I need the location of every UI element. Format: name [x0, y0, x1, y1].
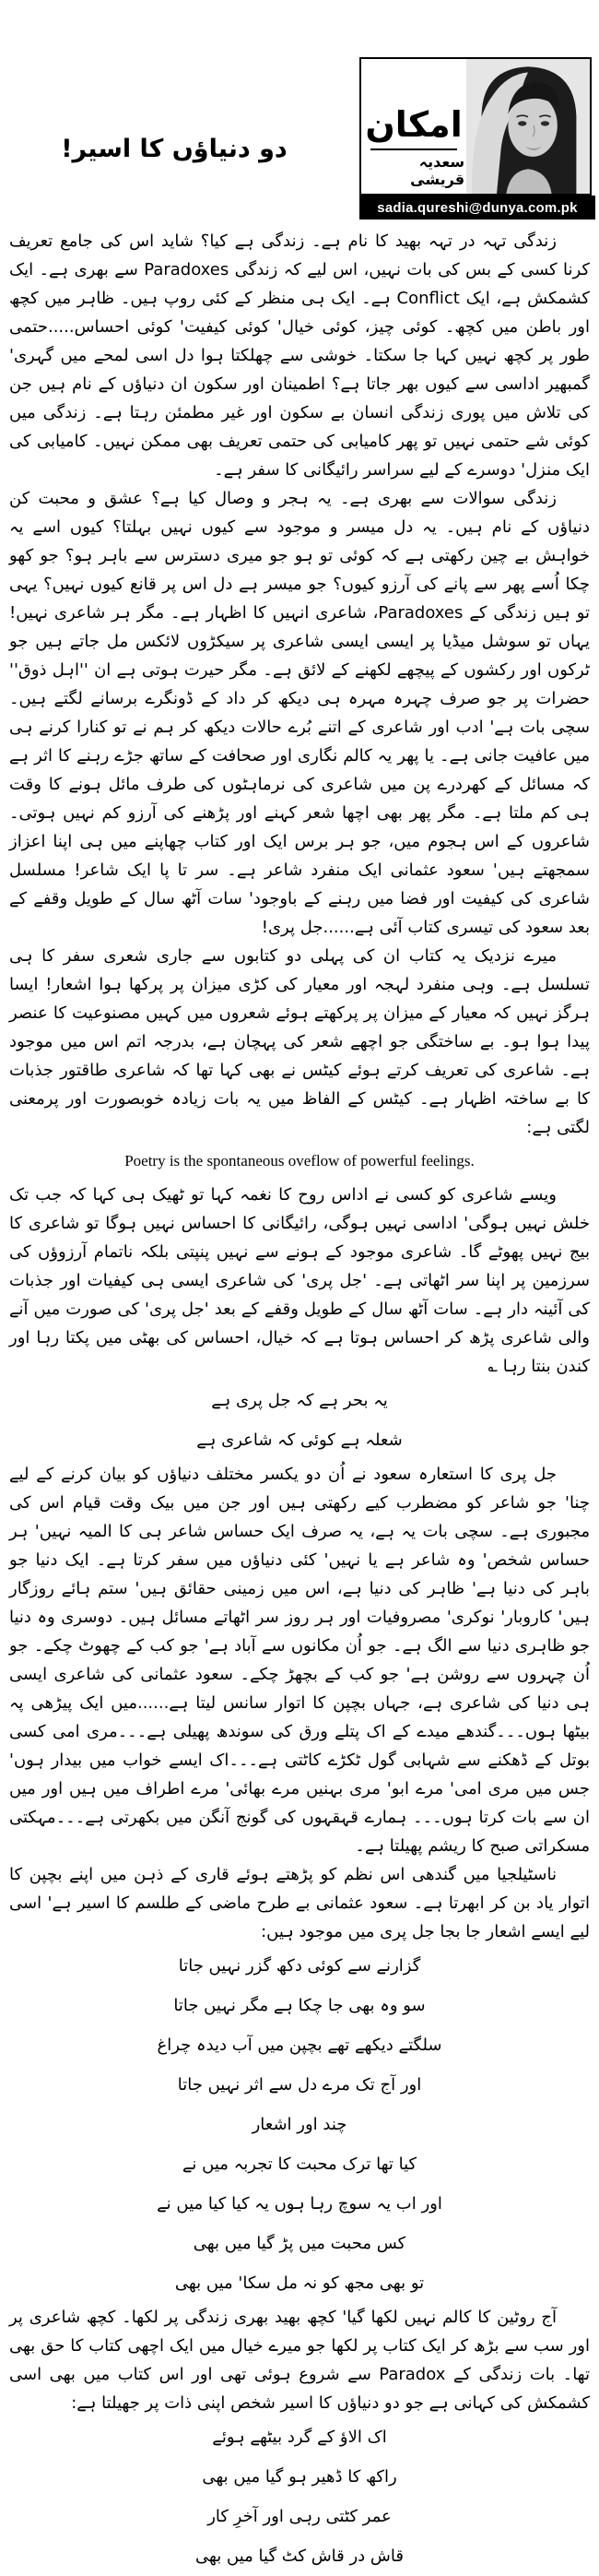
paragraph-4: ویسے شاعری کو کسی نے اداس روح کا نغمہ کہا تو ٹھیک ہی کہا کہ جب تک خلش نہیں ہوگی' اداسی نہیں ہوگی، رائیگانی کا احساس نہیں ہوگا تو شاعری کا بیج نہیں پھوٹے گا۔ شاعری موجود کے ہونے سے نہیں پنپتی بلکہ ناتمام آرزوؤں کی سرزمین پر اپنا سر اٹھاتی ہے۔ 'جل پری' کی شاعری ایسی ہی کیفیات اور جذبات کی آئینہ دار ہے۔ سات آٹھ سال کے طویل وقفے کے بعد 'جل پری' کی صورت میں آنے والی شاعری پڑھ کر احساس ہوتا ہے کہ خیال، احساس کی بھٹی میں پکتا رہا اور کندن بنتا رہا ؎	[9, 1185, 590, 1376]
verse-line: سلگتے دیکھے تھے بچپن میں آب دیدہ چراغ	[157, 2036, 442, 2055]
paragraph-1: زندگی تہہ در تہہ بھید کا نام ہے۔ زندگی ہے کیا؟ شاید اس کی جامع تعریف کرنا کسی کے بس کی بات نہیں، اس لیے کہ زندگی Paradoxes سے بھری ہے۔ ایک کشمکش ہے، ایک Conflict ہے۔ ایک ہی منظر کے کئی روپ ہیں۔ ظاہر میں کچھ اور باطن میں کچھ۔ کوئی چیز، کوئی خیال' کوئی کیفیت' کوئی احساس.....حتمی طور پر کچھ نہیں کہا جا سکتا۔ خوشی سے چھلکتا ہوا دل اسی لمحے میں گہری' گمبھیر اداسی سے کیوں بھر جاتا ہے؟ اطمینان اور سکون ان دنیاؤں کے نام ہیں جن کی تلاش میں پوری زندگی انسان بے سکون اور غیر مطمئن رہتا ہے۔ زندگی میں کوئی شے حتمی نہیں تو پھر کامیابی کی حتمی تعریف بھی ممکن نہیں۔ کامیابی کی ایک منزل' دوسرے کے لیے سراسر رائیگانی کا سفر ہے۔	[9, 231, 590, 480]
couplet-line: شعلہ ہے کوئی کہ شاعری ہے	[196, 1430, 403, 1450]
paragraph-7: آج روٹین کا کالم نہیں لکھا گیا' کچھ بھید بھری زندگی پر لکھا۔ کچھ شاعری پر اور سب سے بڑھ کر ایک کتاب پر لکھا جو میرے خیال میں ایک اچھی کتاب کا حق بھی تھا۔ بات زندگی کے Paradox سے شروع ہوئی تھی اور اس کتاب میں بھی اسی کشمکش کی کہانی ہے جو دو دنیاؤں کا اسیر شخص اپنی ذات پر جھیلتا ہے:	[9, 2308, 590, 2413]
author-box	[359, 57, 592, 196]
article-body	[0, 225, 599, 2576]
verse-line: اک الاؤ کے گرد بیٹھے ہوئے	[212, 2428, 387, 2447]
couplet-line: یہ بحر ہے کہ جل پری ہے	[211, 1391, 388, 1410]
verse-line: قاش در قاش کٹ گیا میں بھی	[195, 2546, 404, 2566]
paragraph-2: زندگی سوالات سے بھری ہے۔ یہ ہجر و وصال کیا ہے؟ عشق و محبت کن دنیاؤں کے نام ہیں۔ یہ دل میسر و موجود سے کیوں نہیں بہلتا؟ کیوں اسے یہ خواہش بے چین رکھتی ہے کہ کوئی تو ہو جو میری دسترس سے باہر ہو؟ جو کھو چکا اُسے پھر سے پانے کی آرزو کیوں؟ جو میسر ہے دل اس پر قانع کیوں نہیں؟ یہی تو ہیں زندگی کے Paradoxes، شاعری انہیں کا اظہار ہے۔ مگر ہر شاعری نہیں! یہاں تو سوشل میڈیا پر ایسی ایسی شاعری پر سیکڑوں لائکس مل جاتے ہیں جو ٹرکوں اور رکشوں کے پیچھے لکھنے کے لائق ہے۔ مگر حیرت ہوتی ہے ان ''اہل ذوق'' حضرات پر جو صرف چہرہ مہرہ ہی دیکھ کر داد کے ڈونگرے برسانے لگتے ہیں۔ سچی بات ہے' ادب اور شاعری کے اتنے بُرے حالات دیکھ کر ہم نے تو کنارا کرنے ہی میں عافیت جانی ہے۔ یا پھر یہ کالم نگاری اور صحافت کے ساتھ جڑے رہنے کا اثر ہے کہ مسائل کے کھردرے پن میں شاعری کی نرماہٹوں کی طرف مائل ہونے کا وقت ہی کم ملتا ہے۔ مگر پھر بھی اچھا شعر کہنے اور پڑھنے کی آرزو کم نہیں ہوتی۔ شاعروں کے اس ہجوم میں، جو ہر برس ایک اور کتاب چھاپنے میں ہی اپنا اعزاز سمجھتے ہیں' سعود عثمانی ایک منفرد شاعر ہے۔ سر تا پا ایک شاعر! مسلسل شاعری کی کیفیت اور فضا میں رہنے کے باوجود' سات آٹھ سال کے طویل وقفے کے بعد سعود کی تیسری کتاب آئی ہے......جل پری!	[9, 489, 591, 937]
verse-line: راکھ کا ڈھیر ہو گیا میں بھی	[202, 2467, 397, 2487]
author-email: sadia.qureshi@dunya.com.pk	[377, 199, 578, 216]
verse-line: اور آج تک مرے دل سے اثر نہیں جاتا	[177, 2075, 422, 2095]
paragraph-5: جل پری کا استعارہ سعود نے اُن دو یکسر مختلف دنیاؤں کو بیان کرنے کے لیے چنا' جو شاعر کو مضطرب کیے رکھتی ہیں اور جن میں بیک وقت قیام اس کی مجبوری ہے۔ سچی بات یہ ہے، یہ صرف ایک حساس شاعر ہی کا المیہ نہیں' ہر حساس شخص' وہ شاعر ہے یا نہیں' کئی دنیاؤں میں سفر کرتا ہے۔ ایک دنیا جو باہر کی دنیا ہے' ظاہر کی دنیا ہے، اس میں زمینی حقائق ہیں' ستم ہائے روزگار ہیں' کاروبار' نوکری' مصروفیات اور ہر روز سر اٹھاتے مسائل ہیں۔ دوسری وہ دنیا جو ظاہری دنیا سے الگ ہے۔ جو اُن مکانوں سے آباد ہے' جو کب کے چھوٹ چکے۔ جو اُن چہروں سے روشن ہے' جو کب کے بچھڑ چکے۔ سعود عثمانی کی شاعری ایسی ہی دنیا کی شاعری ہے، جہاں بچپن کا اتوار سانس لیتا ہے......میں ایک پیڑھی پہ بیٹھا ہوں۔۔۔گندھے میدے کے اک پتلے ورق کی سوندھ پھیلی ہے۔۔۔مری امی کسی بوتل کے ڈھکنے سے شہابی گول ٹکڑے کاٹتی ہے۔۔۔اک ایسے خواب میں بیدار ہوں' جس میں مری امی' مرے ابو' مری بہنیں مرے بھائی' مرے اطراف میں ہیں اور میں ان سے بات کرتا ہوں۔۔۔ ہمارے قہقہوں کی گونج آنگن میں بکھرتی ہے۔۔۔مہکتی مسکراتی صبح کا ریشم پھیلتا ہے۔	[9, 1465, 590, 1856]
verse-line: کیا تھا ترک محبت کا تجربہ میں نے	[182, 2155, 417, 2174]
verse-line: سو وہ بھی جا چکا ہے مگر نہیں جاتا	[173, 1996, 426, 2015]
verse-line: گزارنے سے کوئی دکھ گزر نہیں جاتا	[178, 1956, 421, 1976]
author-email-bar	[359, 196, 595, 220]
column-header	[0, 0, 599, 225]
verse-section-label: چند اور اشعار	[252, 2115, 347, 2134]
paragraph-3: میرے نزدیک یہ کتاب ان کی پہلی دو کتابوں سے جاری شعری سفر کا ہی تسلسل ہے۔ وہی منفرد لہجہ اور معیار کی کڑی میزان پر پرکھا ہوا اشعار! ایسا ہرگز نہیں کہ معیار کے میزان پر پرکھتے ہوئے شعروں میں کہیں مصنوعیت کا عنصر پیدا ہوا ہو۔ بے ساختگی جو اچھے شعر کی پہچان ہے، بدرجہ اتم اس میں موجود ہے۔ شاعری کی تعریف کرتے ہوئے کیٹس نے بھی کہا تھا کہ شاعری طاقتور جذبات کا بے ساختہ اظہار ہے۔ کیٹس کے الفاظ میں یہ بات زیادہ خوبصورت اور پرمعنی لگتی ہے:	[9, 946, 590, 1137]
author-box-left	[361, 59, 466, 194]
verse-line: عمر کٹتی رہی اور آخرِ کار	[207, 2507, 392, 2526]
verse-line: کس محبت میں پڑ گیا میں بھی	[193, 2234, 406, 2253]
paragraph-6: ناسٹیلجیا میں گندھی اس نظم کو پڑھتے ہوئے قاری کے ذہن میں اپنے بچپن کا اتوار یاد بن کر ابھرتا ہے۔ سعود عثمانی بے طرح ماضی کے طلسم کا اسیر ہے' اسی لیے ایسے اشعار جا بجا جل پری میں موجود ہیں:	[9, 1865, 590, 1941]
column-title: امکان	[365, 104, 463, 146]
verse-line: تو بھی مجھ کو نہ مل سکا' میں بھی	[174, 2273, 425, 2293]
english-quote: Poetry is the spontaneous oveflow of powerful feelings.	[124, 1152, 475, 1169]
verse-line: اور اب یہ سوچ رہا ہوں یہ کیا کیا میں نے	[157, 2194, 442, 2214]
article-headline: دو دنیاؤں کا اسیر!	[61, 135, 288, 163]
author-name: سعدیہ قریشی	[410, 153, 465, 188]
title-divider	[370, 148, 458, 150]
author-photo	[466, 59, 590, 194]
